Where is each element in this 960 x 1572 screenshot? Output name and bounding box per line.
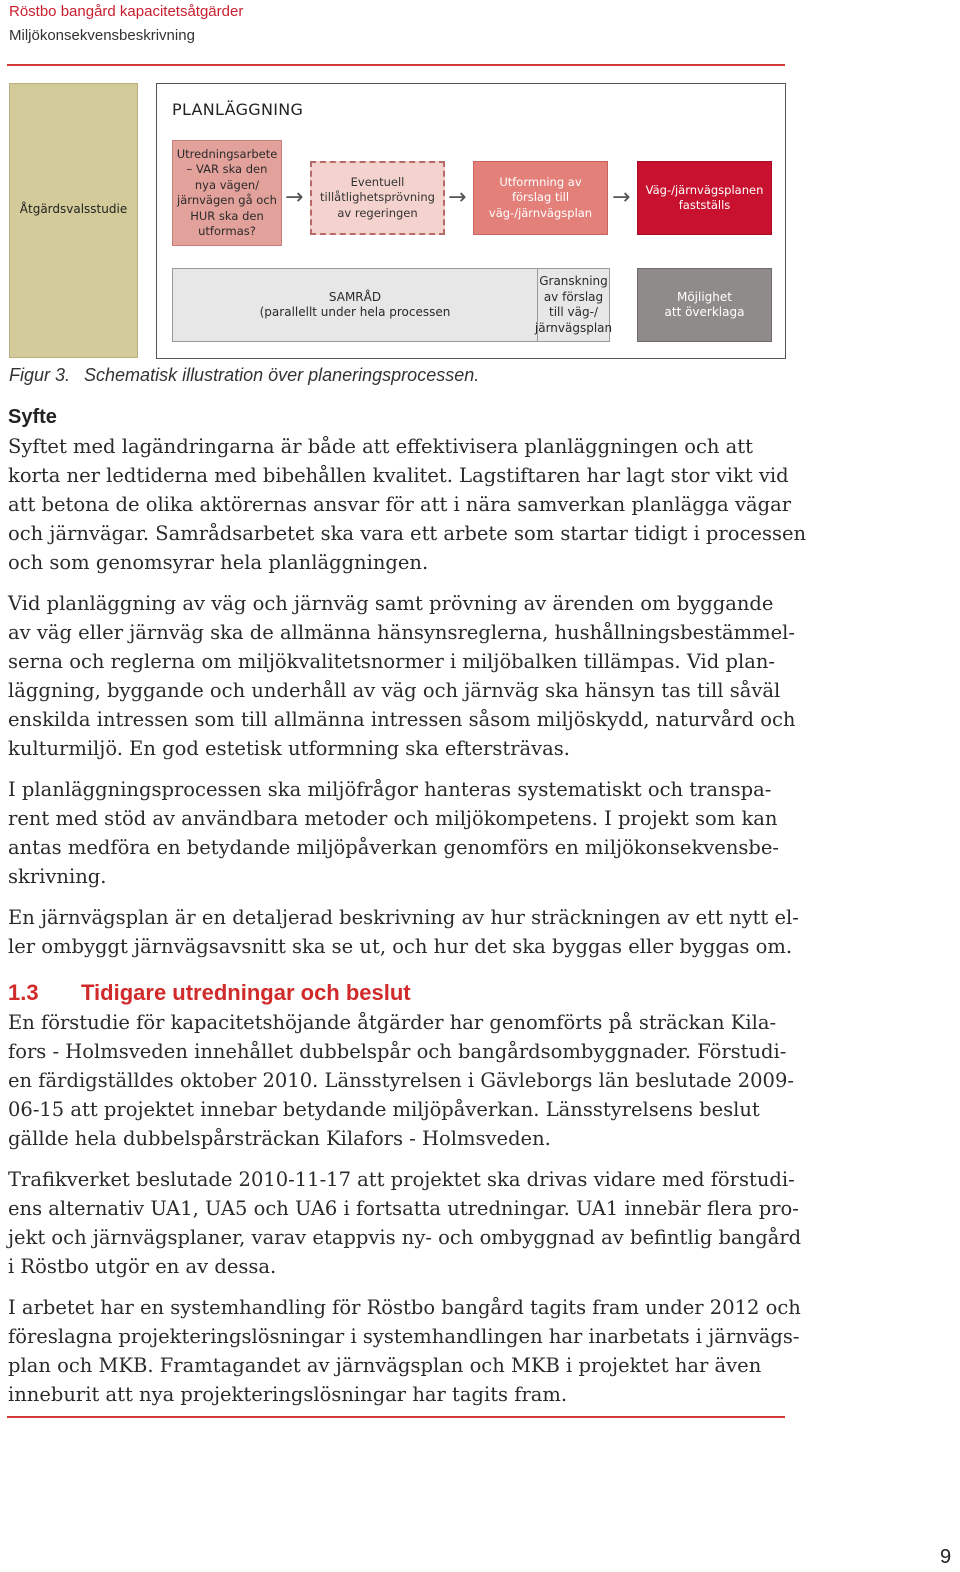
text-line: järnvägen gå och — [177, 193, 277, 207]
document-subtitle: Miljökonsekvensbeskrivning — [9, 27, 195, 44]
section-heading — [8, 979, 411, 1007]
paragraph — [8, 1293, 801, 1409]
text-line: till väg-/ — [549, 305, 598, 319]
text-line: (parallellt under hela processen — [259, 305, 451, 319]
paragraph — [8, 589, 798, 763]
text-line: Vid planläggning av väg och järnväg samt prövning av ärenden om byggande — [8, 592, 774, 615]
paragraph — [8, 775, 798, 891]
paragraph — [8, 1008, 798, 1153]
text-line: Utredningsarbete — [176, 146, 278, 161]
figure-number: Figur 3. — [9, 365, 71, 385]
text-line: serna och reglerna om miljökvalitetsnormer i miljöbalken tillämpas. Vid plan- — [8, 650, 775, 673]
text-line: Granskning — [539, 274, 608, 288]
text-line: – VAR ska den — [186, 162, 268, 176]
text-line: korta ner ledtiderna med bibehållen kvalitet. Lagstiftaren har lagt stor vikt vid — [8, 464, 789, 487]
figure-caption — [9, 362, 479, 388]
section-title: Tidigare utredningar och beslut — [81, 980, 411, 1005]
text-line: plan och MKB. Framtagandet av järnvägsplan och MKB i projektet har även — [8, 1354, 762, 1377]
text-line: antas medföra en betydande miljöpåverkan genomförs en miljökonsekvensbe- — [8, 836, 780, 859]
text-line: I arbetet har en systemhandling för Röstbo bangård tagits fram under 2012 och — [8, 1296, 801, 1319]
bottom-divider — [7, 1416, 785, 1418]
text-line: att överklaga — [664, 305, 745, 319]
step-utredningsarbete — [172, 140, 282, 246]
atgardsvalsstudie-label: Åtgärdsvalsstudie — [19, 202, 128, 216]
text-line: gällde hela dubbelspårsträckan Kilafors - Holmsveden. — [8, 1127, 551, 1150]
text-line: ler ombyggt järnvägsavsnitt ska se ut, och hur det ska byggas eller byggas om. — [8, 935, 793, 958]
text-line: I planläggningsprocessen ska miljöfrågor hanteras systematiskt och transpa- — [8, 778, 772, 801]
planning-process-diagram — [0, 0, 960, 400]
overklaga-box — [637, 268, 772, 342]
step-tillatlighetsprovning — [310, 161, 445, 235]
samrad-text — [260, 290, 451, 321]
text-line: Eventuell — [350, 174, 405, 189]
step-utredningsarbete-text — [177, 147, 278, 240]
text-line: 06-15 att projektet innebar betydande miljöpåverkan. Länsstyrelsens beslut — [8, 1098, 760, 1121]
text-line: fors - Holmsveden innehållet dubbelspår och bangårdsombyggnader. Förstudi- — [8, 1040, 787, 1063]
step-tillatlighetsprovning-text — [320, 175, 435, 222]
heading-syfte: Syfte — [8, 406, 57, 428]
text-line: av förslag — [543, 289, 604, 304]
text-line: väg-/järnvägsplan — [488, 205, 593, 220]
text-line: Väg-/järnvägsplanen — [645, 182, 764, 197]
paragraph — [8, 432, 807, 577]
text-line: Utformning av — [499, 174, 582, 189]
text-line: i Röstbo utgör en av dessa. — [8, 1255, 277, 1278]
text-line: En förstudie för kapacitetshöjande åtgärder har genomförts på sträckan Kila- — [8, 1011, 777, 1034]
step-utformning-text — [489, 175, 592, 222]
figure-caption-text: Schematisk illustration över planeringsprocessen. — [84, 365, 480, 385]
text-line: förslag till — [511, 190, 570, 205]
text-line: ens alternativ UA1, UA5 och UA6 i fortsatta utredningar. UA1 innebär flera pro- — [8, 1197, 799, 1220]
text-line: Syftet med lagändringarna är både att effektivisera planläggningen och att — [8, 435, 753, 458]
text-line: rent med stöd av användbara metoder och miljökompetens. I projekt som kan — [8, 807, 778, 830]
planlaggning-title: PLANLÄGGNING — [172, 100, 304, 119]
text-line: och som genomsyrar hela planläggningen. — [8, 551, 429, 574]
text-line: SAMRÅD — [328, 289, 382, 304]
step-utformning — [473, 161, 608, 235]
text-line: utformas? — [198, 224, 256, 238]
step-faststalls — [637, 161, 772, 235]
text-line: järnvägsplan — [534, 320, 613, 335]
text-line: nya vägen/ — [194, 177, 260, 192]
text-line: HUR ska den — [190, 208, 264, 223]
text-line: att betona de olika aktörernas ansvar för att i nära samverkan planlägga vägar — [8, 493, 792, 516]
granskning-box — [534, 268, 613, 342]
section-number: 1.3 — [8, 980, 39, 1005]
text-line: Trafikverket beslutade 2010-11-17 att projektet ska drivas vidare med förstudi- — [8, 1168, 795, 1191]
text-line: och järnvägar. Samrådsarbetet ska vara ett arbete som startar tidigt i processen — [8, 522, 807, 545]
page-number: 9 — [940, 1546, 952, 1568]
text-line: En järnvägsplan är en detaljerad beskrivning av hur sträckningen av ett nytt el- — [8, 906, 799, 929]
text-line: av regeringen — [337, 205, 418, 220]
paragraph — [8, 903, 798, 961]
paragraph — [8, 1165, 802, 1281]
document-title: Röstbo bangård kapacitetsåtgärder — [9, 3, 244, 20]
text-line: kulturmiljö. En god estetisk utformning ska eftersträvas. — [8, 737, 570, 760]
step-faststalls-text — [646, 183, 764, 214]
text-line: tillåtlighetsprövning — [320, 190, 435, 205]
text-line: läggning, byggande och underhåll av väg och järnväg ska hänsyn tas till såväl — [8, 679, 781, 702]
samrad-box — [172, 268, 538, 342]
arrow-right-icon: → — [448, 185, 467, 210]
text-line: fastställs — [678, 198, 731, 212]
text-line: föreslagna projekteringslösningar i systemhandlingen har inarbetats i järnvägs- — [8, 1325, 800, 1348]
text-line: Möjlighet — [676, 289, 732, 304]
overklaga-text — [665, 290, 745, 321]
arrow-right-icon: → — [612, 185, 631, 210]
atgardsvalsstudie-box — [9, 83, 138, 358]
text-line: av väg eller järnväg ska de allmänna hänsynsreglerna, hushållningsbestämmel- — [8, 621, 795, 644]
arrow-right-icon: → — [285, 185, 304, 210]
text-line: jekt och järnvägsplaner, varav etappvis ny- och ombyggnad av befintlig bangård — [8, 1226, 802, 1249]
text-line: en färdigställdes oktober 2010. Länsstyrelsen i Gävleborgs län beslutade 2009- — [8, 1069, 794, 1092]
text-line: inneburit att nya projekteringslösningar har tagits fram. — [8, 1383, 568, 1406]
granskning-text — [535, 274, 612, 336]
text-line: skrivning. — [8, 865, 107, 888]
text-line: enskilda intressen som till allmänna intressen såsom miljöskydd, naturvård och — [8, 708, 796, 731]
